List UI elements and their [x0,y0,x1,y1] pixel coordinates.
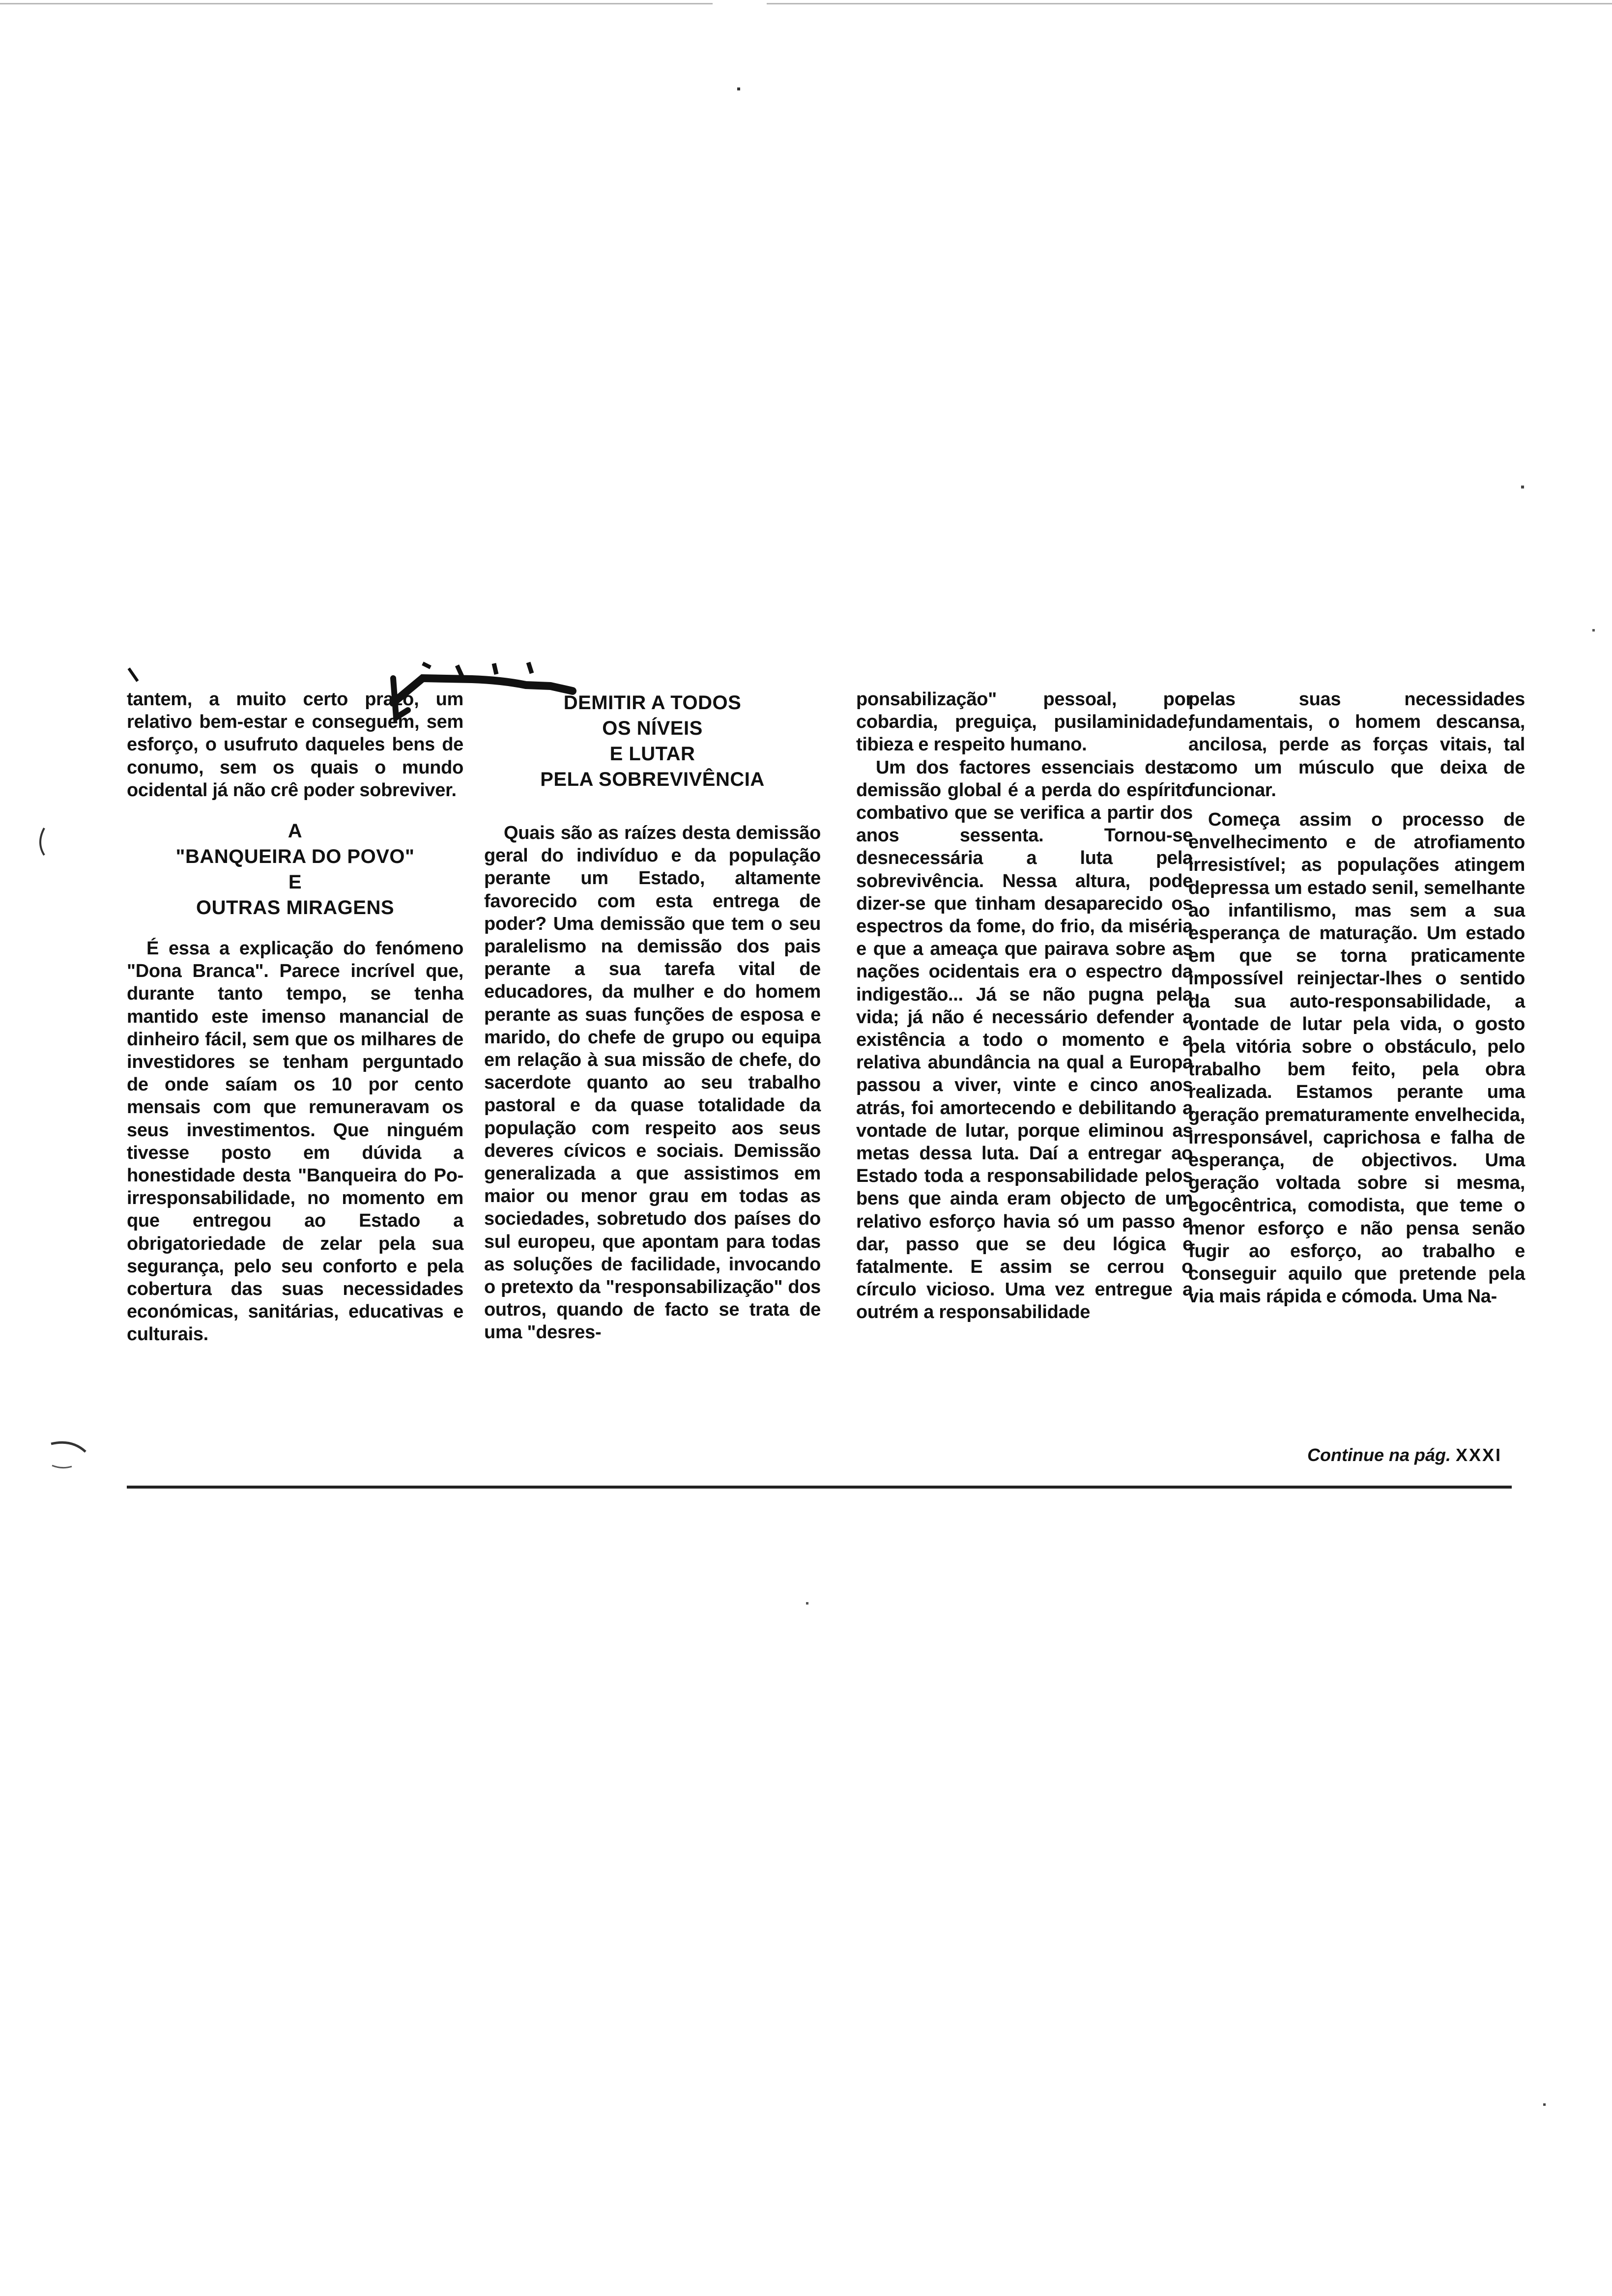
column-1-body-paragraph: É essa a explicação do fenómeno "Dona Branca". Parece incrível que, durante tanto tempo, se tenha mantido este imenso manancial de dinheiro fácil, sem que os milhares de investidores se tenham perguntado de onde saíam os 10 por cento mensais com que remuneravam os seus investimentos. Que ninguém tivesse posto em dúvida a honestidade desta "Banqueira do Po- irresponsabilidade, no momento em que entregou ao Estado a obrigatoriedade de zelar pela sua segurança, pelo seu conforto e pela cobertura das suas necessidades económicas, sanitárias, educativas e culturais. [127,938,463,1345]
section-heading-line: OUTRAS MIRAGENS [196,897,395,919]
article-column-4 [1188,688,1525,1308]
section-heading-line: E [288,871,302,893]
column-2-body-paragraph: Quais são as raízes desta demissão geral do indivíduo e da população perante um Estado, altamente favorecido com esta entrega de poder? Uma demissão que tem o seu paralelismo na demissão dos pais perante a sua tarefa vital de educadores, da mulher e do homem perante as suas funções de esposa e marido, do chefe de grupo ou equipa em relação à sua missão de chefe, do sacerdote quanto ao seu trabalho pastoral e da quase totalidade da população com respeito aos seus deveres cívicos e sociais. Demissão generalizada a que assistimos em maior ou menor grau em todas as sociedades, sobretudo dos países do sul europeu, que apontam para todas as soluções de facilidade, invocando o pretexto da "responsabilização" dos outros, quando de facto se trata de uma "desres- [484,823,821,1343]
article-column-2 [484,688,821,1344]
scan-dot [737,87,740,90]
article-column-1 [127,688,463,1346]
section-heading-line: A [288,820,303,842]
continuation-note [1307,1445,1502,1465]
continuation-text: Continue na pág. [1307,1445,1451,1465]
scan-dot [1521,486,1524,488]
section-heading-line: DEMITIR A TODOS [563,692,742,714]
margin-scan-mark [47,1435,96,1474]
column-4-paragraph: Começa assim o processo de envelhecimento e de atrofiamento irresistível; as populações atingem depressa um estado senil, semelhante ao infantilismo, mas sem a sua esperança de maturação. Um estado em que se torna praticamente impossível reinjectar-lhes o sentido da sua auto-responsabilidade, a vontade de lutar pela vida, o gosto pela vitória sobre o obstáculo, pelo trabalho bem feito, pela obra realizada. Estamos perante uma geração prematuramente envelhecida, irresponsável, caprichosa e falha de esperança, de objectivos. Uma geração voltada sobre si mesma, egocêntrica, comodista, que teme o menor esforço e não pensa senão fugir ao esforço, ao trabalho e conseguir aquilo que pretende pela via mais rápida e cómoda. Uma Na- [1188,809,1525,1307]
scan-edge-line [767,3,1612,4]
article-column-3 [856,688,1193,1324]
scan-dot [806,1602,808,1605]
scan-dot [1543,2103,1546,2106]
margin-scan-mark [29,826,64,860]
column-3-paragraph: Um dos factores essenciais desta demissão global é a perda do espírito combativo que se verifica a partir dos anos sessenta. Tornou-se desnecessária a luta pela sobrevivência. Nessa altura, pode dizer-se que tinham desaparecido os espectros da fome, do frio, da miséria e que a ameaça que pairava sobre as nações ocidentais era o espectro da indigestão... Já se não pugna pela vida; já não é necessário defender a existência a todo o momento e a relativa abundância na qual a Europa passou a viver, vinte e cinco anos atrás, foi amortecendo e debilitando a vontade de lutar, porque eliminou as metas dessa luta. Daí a entregar ao Estado toda a responsabilidade pelos bens que ainda eram objecto de um relativo esforço havia só um passo a dar, passo que se deu lógica e fatalmente. E assim se cerrou o círculo vicioso. Uma vez entregue a outrém a responsabilidade [856,757,1193,1323]
section-heading-banqueira [127,818,463,920]
section-heading-line: E LUTAR [609,743,695,765]
section-heading-line: "BANQUEIRA DO POVO" [175,846,415,868]
section-heading-line: OS NÍVEIS [602,718,703,739]
column-4-paragraph: pelas suas necessidades fundamentais, o homem descansa, ancilosa, perde as forças vitais, tal como um músculo que deixa de funcionar. [1188,689,1525,801]
scan-dot [1592,629,1595,631]
column-3-paragraph: ponsabilização" pessoal, por cobardia, preguiça, pusilaminidade, tibieza e respeito humano. [856,689,1193,755]
section-heading-line: PELA SOBREVIVÊNCIA [540,769,765,790]
section-heading-demitir [484,690,821,792]
article-bottom-rule [127,1486,1512,1489]
column-1-intro-paragraph: tantem, a muito certo prazo, um relativo bem-estar e conseguem, sem esforço, o usufruto daqueles bens de conumo, sem os quais o mundo ocidental já não crê poder sobreviver. [127,689,463,801]
scan-edge-line [0,3,713,4]
continuation-page-number: XXXI [1456,1445,1502,1465]
